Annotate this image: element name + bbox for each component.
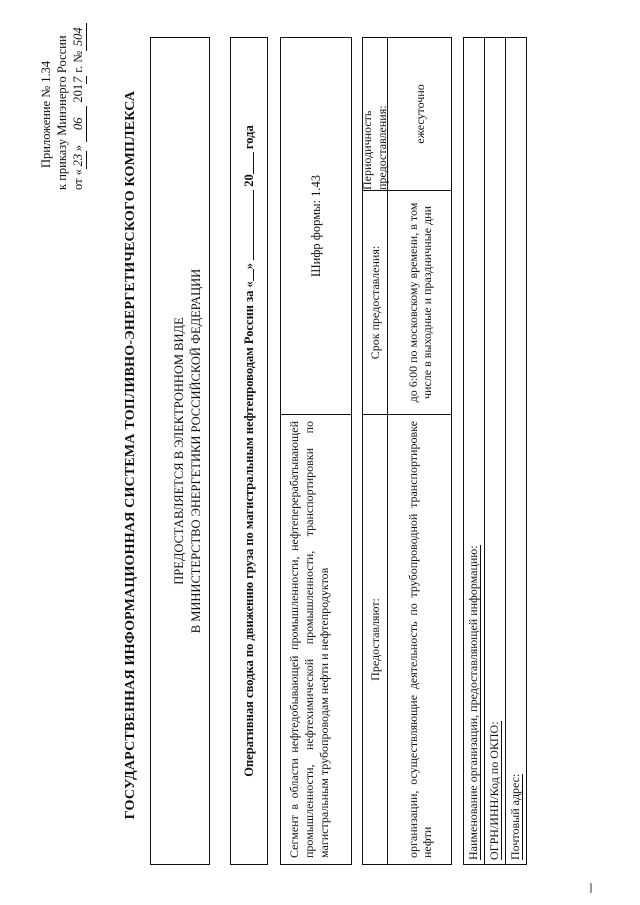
scan-mark <box>590 883 592 893</box>
annex-date: от «23» 06 2017 г. №504 <box>70 10 87 190</box>
submission-line-2: В МИНИСТЕРСТВО ЭНЕРГЕТИКИ РОССИЙСКОЙ ФЕДЕРАЦИИ <box>189 268 203 634</box>
segment-description: Сегмент в области нефтедобывающей промышленности, нефтеперерабатывающей промышленности, нефтехимической промышленности, транспортировки по магистральным трубопроводам нефти и нефтепродуктов <box>281 414 351 864</box>
segment-table <box>280 37 352 865</box>
annex-year-digit: 7 <box>71 76 85 83</box>
date-year-blank[interactable] <box>240 152 254 174</box>
form-cipher: Шифр формы: 1.43 <box>308 175 323 277</box>
annex-number: 504 <box>70 23 87 51</box>
report-title-text: Оперативная сводка по движению груза по магистральным нефтепроводам России за « <box>242 281 256 777</box>
org-name-label: Наименование организации, предоставляющей информацию: <box>466 545 480 860</box>
submission-line-1: ПРЕДОСТАВЛЯЕТСЯ В ЭЛЕКТРОННОМ ВИДЕ <box>172 317 186 585</box>
org-codes-field[interactable] <box>485 38 506 864</box>
annex-title: Приложение № 1.34 <box>39 60 53 168</box>
table-header-row <box>360 38 389 864</box>
submission-info-table <box>362 37 452 865</box>
annex-day: 23 <box>70 151 87 169</box>
header-submitters: Предоставляют: <box>363 414 387 864</box>
date-month-blank[interactable] <box>240 190 254 260</box>
header-deadline: Срок предоставления: <box>363 190 387 414</box>
cell-frequency: ежесуточно <box>413 84 427 144</box>
header-frequency: Периодичность предоставления: <box>360 105 389 190</box>
submission-box <box>150 37 210 865</box>
org-codes-label: ОГРН/ИНН/Код по ОКПО: <box>487 721 501 860</box>
cell-deadline: до 6:00 по московскому времени, в том числе в выходные и праздничные дни <box>388 190 452 414</box>
postal-address-label: Почтовый адрес: <box>508 773 522 860</box>
postal-address-field[interactable] <box>506 38 526 864</box>
annex-order: к приказу Минэнерго России <box>55 35 69 190</box>
table-row <box>388 38 452 864</box>
system-title: ГОСУДАРСТВЕННАЯ ИНФОРМАЦИОННАЯ СИСТЕМА ТОПЛИВНО-ЭНЕРГЕТИЧЕСКОГО КОМПЛЕКСА <box>123 90 138 820</box>
annex-month: 06 <box>70 106 87 142</box>
annex-block <box>38 10 87 190</box>
organization-fields <box>463 37 527 865</box>
date-day-blank[interactable] <box>240 269 254 281</box>
cell-submitters: организации, осуществляющие деятельность по трубопроводной транспортировке нефти <box>388 414 452 864</box>
report-title-box: Оперативная сводка по движению груза по магистральным нефтепроводам России за «» 20 года <box>230 37 268 865</box>
org-name-field[interactable] <box>464 38 485 864</box>
